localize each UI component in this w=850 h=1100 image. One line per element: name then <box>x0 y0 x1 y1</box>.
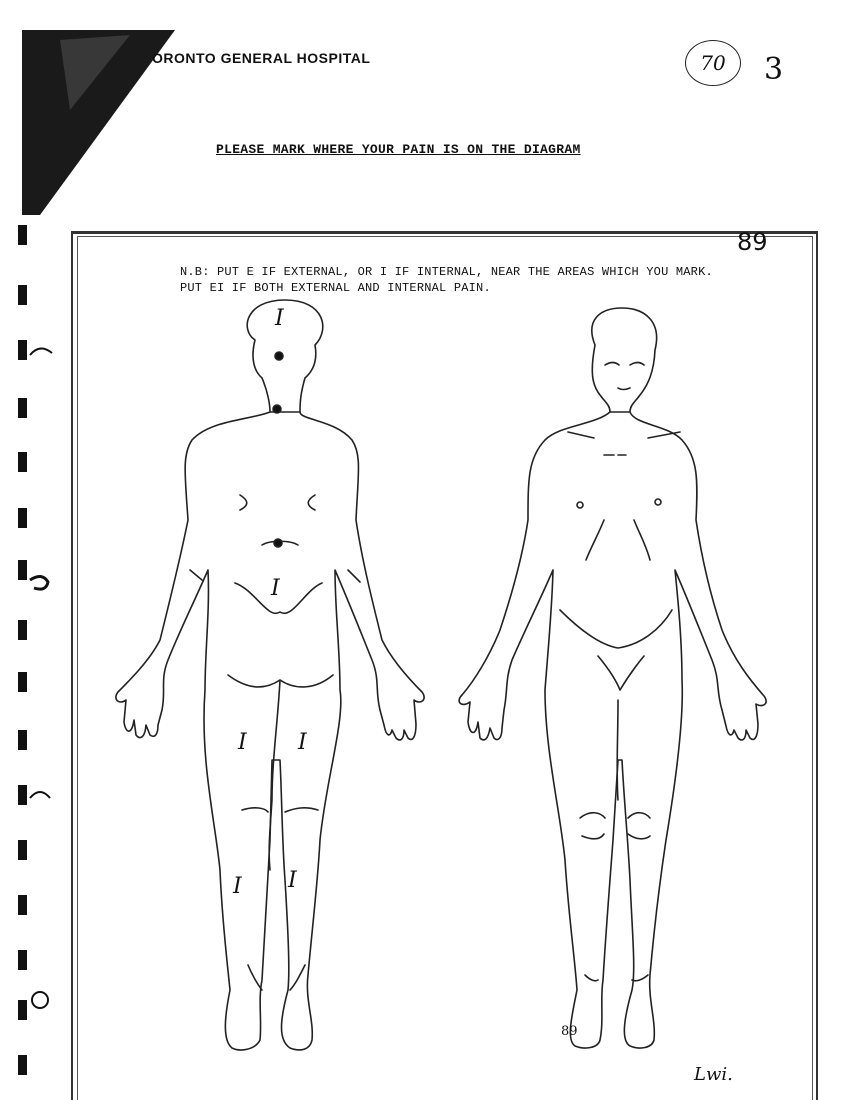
form-heading: PLEASE MARK WHERE YOUR PAIN IS ON THE DIAGRAM <box>216 142 581 157</box>
back-torso <box>116 412 424 1050</box>
pain-mark-left-thigh: I <box>238 730 247 755</box>
pain-mark-right-thigh: I <box>298 730 307 755</box>
pain-dot-back <box>274 539 282 547</box>
instruction-line-1: N.B: PUT E IF EXTERNAL, OR I IF INTERNAL, NEAR THE AREAS WHICH YOU MARK. <box>180 265 713 279</box>
instruction-line-2: PUT EI IF BOTH EXTERNAL AND INTERNAL PAIN. <box>180 281 491 295</box>
front-head <box>592 308 657 412</box>
front-view-figure <box>459 308 766 1048</box>
handwritten-initials: Lwi. <box>694 1064 733 1085</box>
pain-mark-left-calf: I <box>233 874 242 899</box>
back-head <box>247 300 323 412</box>
pain-dot-neck <box>273 405 281 413</box>
back-view-figure <box>116 300 424 1050</box>
stamp-number: 89 <box>737 228 768 256</box>
circled-number: 70 <box>685 40 741 86</box>
hospital-name: ORONTO GENERAL HOSPITAL <box>152 50 371 66</box>
bottom-number: 89 <box>561 1024 578 1039</box>
pain-mark-lower-back: I <box>271 576 280 601</box>
pain-dot-head <box>275 352 283 360</box>
pain-mark-right-calf: I <box>288 868 297 893</box>
pain-mark-head: I <box>275 306 284 331</box>
front-torso <box>459 412 766 1048</box>
page-number: 3 <box>764 52 784 87</box>
